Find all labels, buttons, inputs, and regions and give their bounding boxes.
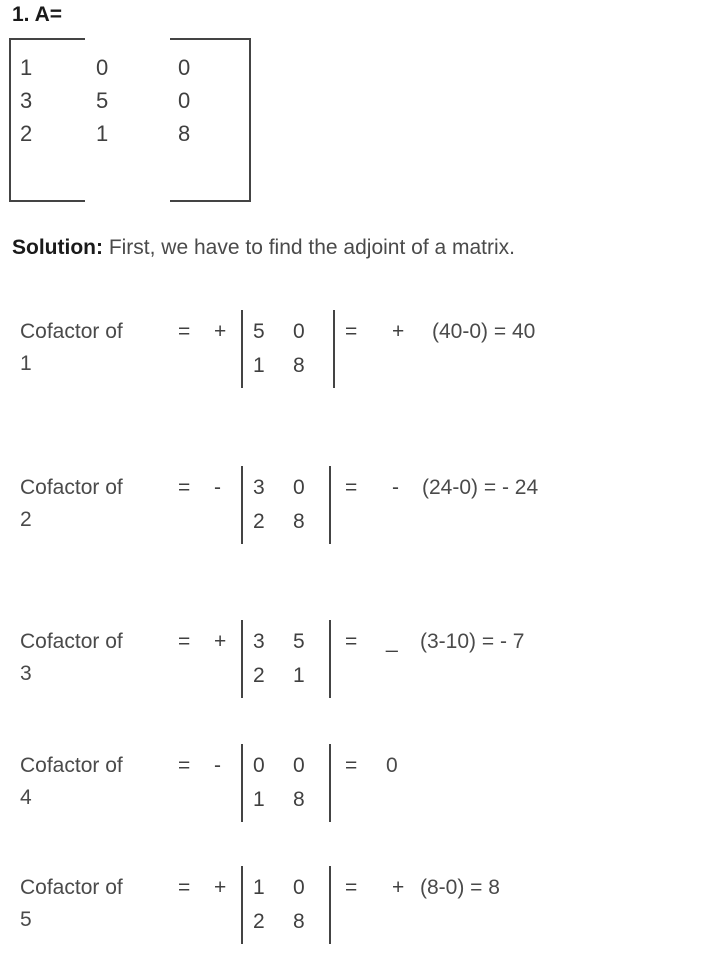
det-left-bar: [241, 466, 243, 544]
det-cell: 8: [293, 354, 305, 377]
matrix-cell: 8: [178, 121, 191, 146]
det-left-bar: [241, 310, 243, 388]
matrix-cell: 0: [178, 88, 191, 113]
cofactor-sign: +: [214, 320, 227, 343]
solution-label: Solution:: [12, 236, 103, 259]
result-sign: +: [392, 876, 405, 899]
left-bracket-top: [9, 38, 85, 40]
det-cell: 5: [293, 630, 305, 653]
cofactor-block-2: [0, 476, 720, 566]
cofactor-result: (24-0) = - 24: [422, 476, 539, 499]
cofactor-label: Cofactor of: [20, 476, 123, 499]
cofactor-label: Cofactor of: [20, 876, 123, 899]
right-bracket-bottom: [170, 200, 251, 202]
solution-text: [12, 236, 515, 260]
det-cell: 0: [253, 754, 265, 777]
matrix-cell: 1: [20, 55, 33, 80]
det-cell: 3: [253, 630, 265, 653]
equals-sign: =: [345, 630, 358, 653]
cofactor-index: 3: [20, 662, 32, 685]
result-sign: +: [392, 320, 405, 343]
cofactor-result: (3-10) = - 7: [420, 630, 525, 653]
cofactor-result: (8-0) = 8: [420, 876, 500, 899]
cofactor-sign: -: [214, 754, 221, 777]
det-cell: 0: [293, 754, 305, 777]
det-cell: 0: [293, 320, 305, 343]
cofactor-sign: +: [214, 876, 227, 899]
det-right-bar: [329, 744, 331, 822]
equals-sign: =: [178, 876, 191, 899]
solution-body: First, we have to find the adjoint of a matrix.: [102, 236, 516, 259]
det-cell: 0: [293, 876, 305, 899]
equals-sign: =: [345, 876, 358, 899]
right-bracket-top: [170, 38, 251, 40]
cofactor-result: (40-0) = 40: [432, 320, 536, 343]
cofactor-block-3: [0, 630, 720, 720]
equals-sign: =: [178, 630, 191, 653]
left-bracket-bottom: [9, 200, 85, 202]
matrix-cell: 0: [96, 55, 109, 80]
cofactor-index: 4: [20, 786, 32, 809]
det-cell: 3: [253, 476, 265, 499]
det-cell: 8: [293, 910, 305, 933]
det-right-bar: [329, 466, 331, 544]
result-sign: _: [386, 630, 398, 653]
det-right-bar: [329, 866, 331, 944]
cofactor-block-5: [0, 876, 720, 966]
equals-sign: =: [178, 320, 191, 343]
det-right-bar: [333, 310, 335, 388]
matrix-cell: 3: [20, 88, 33, 113]
right-bracket-vertical: [249, 38, 251, 202]
matrix-a: [0, 0, 260, 210]
cofactor-result: 0: [386, 754, 398, 777]
cofactor-label: Cofactor of: [20, 320, 123, 343]
equals-sign: =: [345, 320, 358, 343]
cofactor-index: 5: [20, 908, 32, 931]
problem-title: 1. A=: [12, 3, 62, 26]
det-cell: 2: [253, 664, 265, 687]
det-left-bar: [241, 744, 243, 822]
det-cell: 5: [253, 320, 265, 343]
det-right-bar: [329, 620, 331, 698]
cofactor-index: 1: [20, 352, 32, 375]
det-left-bar: [241, 620, 243, 698]
det-cell: 0: [293, 476, 305, 499]
equals-sign: =: [345, 476, 358, 499]
cofactor-block-4: [0, 754, 720, 844]
matrix-cell: 0: [178, 55, 191, 80]
det-cell: 2: [253, 910, 265, 933]
cofactor-block-1: [0, 320, 720, 410]
equals-sign: =: [345, 754, 358, 777]
cofactor-sign: +: [214, 630, 227, 653]
det-cell: 1: [253, 788, 265, 811]
det-cell: 2: [253, 510, 265, 533]
det-cell: 1: [293, 664, 305, 687]
equals-sign: =: [178, 754, 191, 777]
det-cell: 8: [293, 788, 305, 811]
left-bracket-vertical: [9, 38, 11, 202]
equals-sign: =: [178, 476, 191, 499]
cofactor-sign: -: [214, 476, 221, 499]
det-left-bar: [241, 866, 243, 944]
det-cell: 8: [293, 510, 305, 533]
det-cell: 1: [253, 354, 265, 377]
matrix-cell: 2: [20, 121, 33, 146]
cofactor-index: 2: [20, 508, 32, 531]
cofactor-label: Cofactor of: [20, 754, 123, 777]
matrix-cell: 1: [96, 121, 109, 146]
det-cell: 1: [253, 876, 265, 899]
result-sign: -: [392, 476, 399, 499]
cofactor-label: Cofactor of: [20, 630, 123, 653]
matrix-cell: 5: [96, 88, 109, 113]
